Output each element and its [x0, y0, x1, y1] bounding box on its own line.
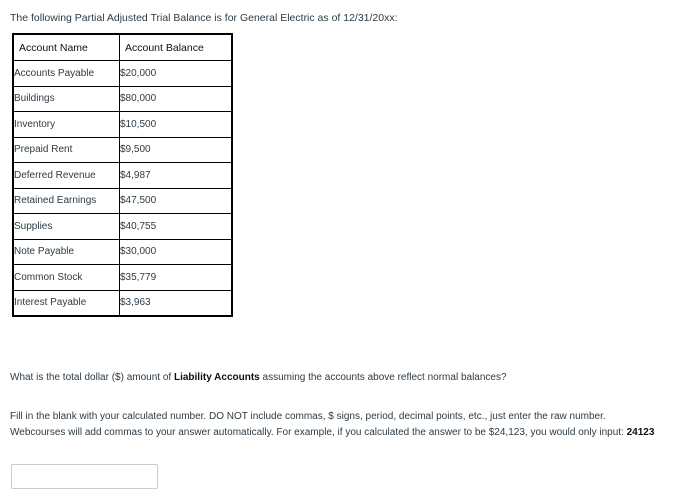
account-balance-cell: $30,000	[120, 239, 233, 265]
account-name-cell: Note Payable	[13, 239, 120, 265]
account-name-cell: Accounts Payable	[13, 61, 120, 87]
account-name-cell: Supplies	[13, 214, 120, 240]
question-text-start: What is the total dollar ($) amount of	[10, 372, 174, 383]
account-balance-cell: $3,963	[120, 290, 233, 316]
trial-balance-table	[12, 33, 233, 317]
header-account-name: Account Name	[13, 34, 120, 61]
table-row	[13, 86, 232, 112]
account-balance-cell: $35,779	[120, 265, 233, 291]
table-row	[13, 112, 232, 138]
instructions-text	[10, 409, 654, 441]
answer-input[interactable]	[11, 464, 158, 489]
table-row	[13, 214, 232, 240]
header-account-balance: Account Balance	[120, 34, 233, 61]
table-row	[13, 239, 232, 265]
instructions-line-2-text: Webcourses will add commas to your answer automatically. For example, if you calculated the answer to be $24,123, you would only input:	[10, 427, 627, 438]
table-row	[13, 163, 232, 189]
account-name-cell: Interest Payable	[13, 290, 120, 316]
account-name-cell: Common Stock	[13, 265, 120, 291]
intro-text: The following Partial Adjusted Trial Balance is for General Electric as of 12/31/20xx:	[10, 12, 398, 24]
account-balance-cell: $10,500	[120, 112, 233, 138]
account-balance-cell: $47,500	[120, 188, 233, 214]
table-row	[13, 61, 232, 87]
account-balance-cell: $80,000	[120, 86, 233, 112]
instructions-line-2	[10, 425, 654, 441]
account-balance-cell: $20,000	[120, 61, 233, 87]
table-row	[13, 290, 232, 316]
account-name-cell: Retained Earnings	[13, 188, 120, 214]
account-balance-cell: $9,500	[120, 137, 233, 163]
account-balance-cell: $4,987	[120, 163, 233, 189]
table-row	[13, 137, 232, 163]
account-name-cell: Deferred Revenue	[13, 163, 120, 189]
example-answer: 24123	[626, 427, 655, 438]
question-text	[10, 371, 507, 385]
account-name-cell: Inventory	[13, 112, 120, 138]
table-row	[13, 188, 232, 214]
account-name-cell: Buildings	[13, 86, 120, 112]
account-name-cell: Prepaid Rent	[13, 137, 120, 163]
account-balance-cell: $40,755	[120, 214, 233, 240]
question-text-end: assuming the accounts above reflect normal balances?	[259, 372, 507, 383]
question-emphasis: Liability Accounts	[173, 372, 260, 383]
table-row	[13, 265, 232, 291]
table-header-row	[13, 34, 232, 61]
instructions-line-1: Fill in the blank with your calculated number. DO NOT include commas, $ signs, period, decimal points, etc., just enter the raw number.	[10, 411, 606, 422]
